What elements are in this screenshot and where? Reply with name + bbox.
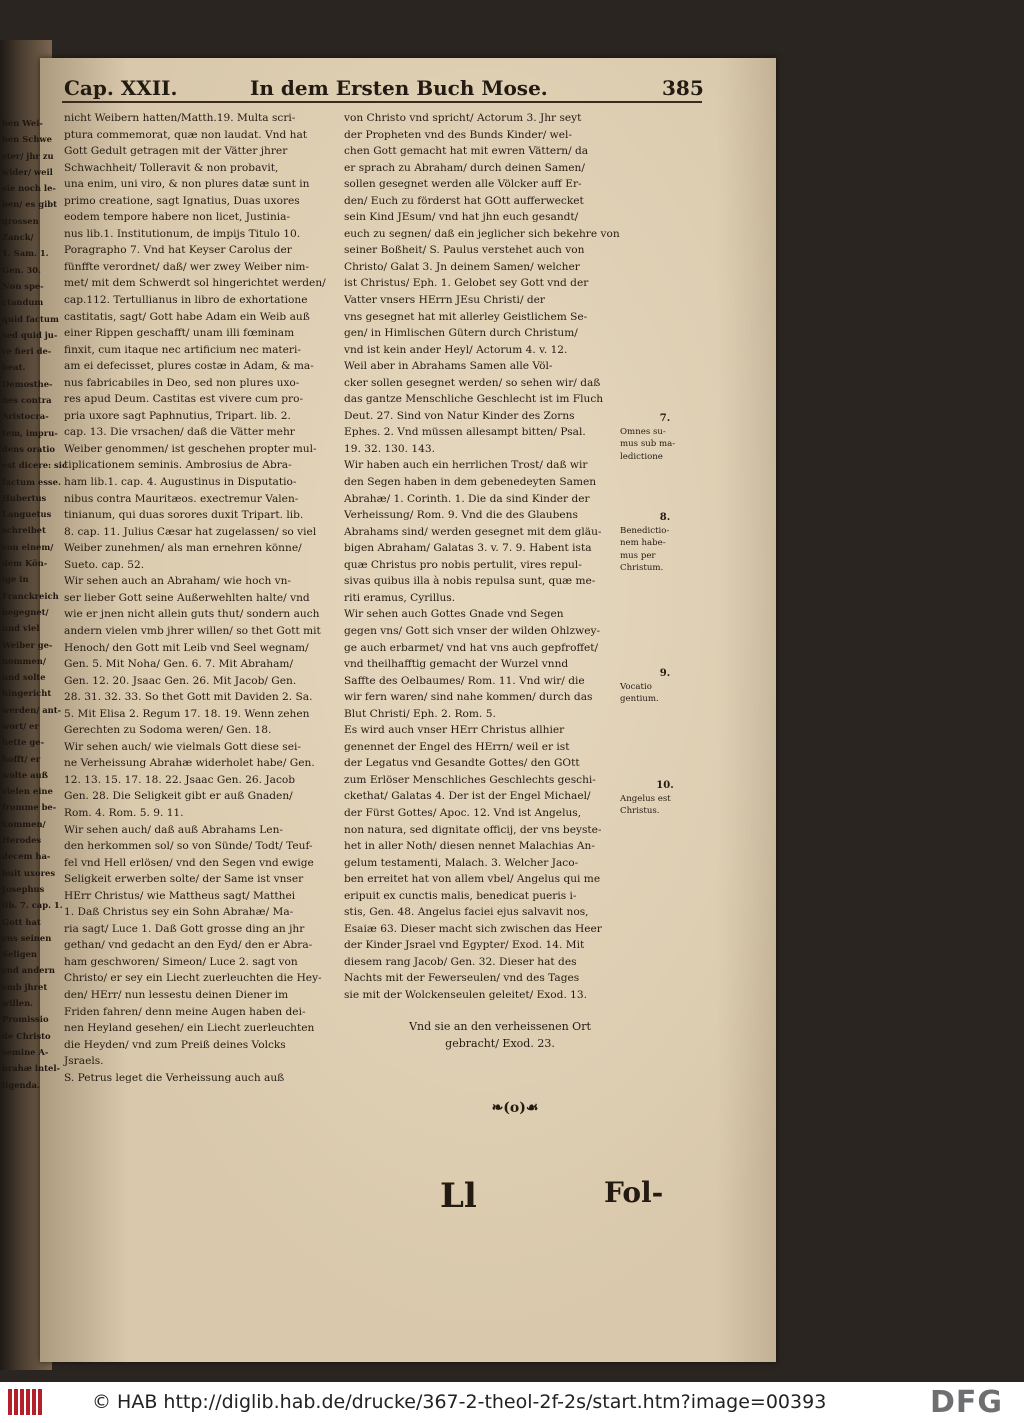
text-line: Seligen xyxy=(2,949,38,960)
text-line: ptura commemorat, quæ non laudat. Vnd hat xyxy=(64,128,308,141)
text-line: den herkommen sol/ so von Sünde/ Todt/ Teuf- xyxy=(64,840,313,853)
text-line: re fieri de- xyxy=(2,346,52,357)
text-line: Gen. 12. 20. Jsaac Gen. 26. Mit Jacob/ Gen. xyxy=(64,674,297,687)
text-line: Zanck/ xyxy=(2,232,34,243)
text-line: ria sagt/ Luce 1. Daß Gott grosse ding an jhr xyxy=(64,922,305,935)
text-line: quid factum xyxy=(2,313,59,324)
text-line: euch zu segnen/ daß ein jeglicher sich bekehre von xyxy=(344,227,620,240)
text-line: ben/ es gibt xyxy=(2,199,57,210)
text-line: Aristocra- xyxy=(2,411,49,422)
text-line: Gen. 28. Die Seligkeit gibt er auß Gnaden/ xyxy=(64,790,293,803)
text-line: Esaiæ 63. Dieser macht sich zwischen das Heer xyxy=(344,922,602,935)
text-line: ster/ jhr zu xyxy=(2,150,54,161)
viewer-footer xyxy=(0,1382,1024,1423)
text-line: Blut Christi/ Eph. 2. Rom. 5. xyxy=(344,707,496,720)
text-line: er sprach zu Abraham/ durch deinen Samen/ xyxy=(344,161,585,174)
text-line: eripuit ex cunctis malis, benedicat pueris i- xyxy=(344,889,577,902)
text-line: nicht Weibern hatten/Matth.19. Multa scri- xyxy=(64,112,296,124)
text-line: Languetus xyxy=(2,509,52,520)
text-line: Abrahæ/ 1. Corinth. 1. Die da sind Kinder der xyxy=(344,492,590,505)
text-line: ige in xyxy=(2,574,29,585)
text-line: Verheissung/ Rom. 9. Vnd die des Glaubens xyxy=(344,509,578,522)
text-line: tiplicationem seminis. Ambrosius de Abra- xyxy=(64,459,292,472)
text-line: andern vielen vmb jhrer willen/ so thet Gott mit xyxy=(64,624,321,637)
text-line: finxit, cum itaque nec artificium nec materi- xyxy=(64,343,301,356)
text-line: gethan/ vnd gedacht an den Eyd/ den er Abra- xyxy=(64,939,313,952)
text-line: Christo/ Galat 3. Jn deinem Samen/ welcher xyxy=(344,260,580,273)
text-line: buit uxores xyxy=(2,867,56,878)
text-line: Wir sehen auch/ daß auß Abrahams Len- xyxy=(64,823,283,836)
text-line: sein Kind JEsum/ vnd hat jhn euch gesandt/ xyxy=(344,211,579,224)
text-line: nibus contra Mauritæos. exectremur Valen- xyxy=(64,492,299,505)
text-line: der Legatus vnd Gesandte Gottes/ den GOtt xyxy=(344,757,580,770)
margin-note-number: 10. xyxy=(656,780,674,791)
text-line: und viel xyxy=(2,623,40,634)
chapter-heading: Cap. XXII. xyxy=(64,76,178,100)
text-line: ben Schwe xyxy=(2,134,52,145)
signature-mark: Ll xyxy=(440,1176,477,1216)
text-line: zum Erlöser Menschliches Geschlechts geschi- xyxy=(344,773,596,786)
text-line: die Heyden/ vnd zum Preiß deines Volcks xyxy=(64,1038,286,1051)
text-line: fel vnd Hell erlösen/ vnd den Segen vnd ewige xyxy=(64,856,314,869)
text-line: tem, impru- xyxy=(2,427,58,438)
text-line: Rom. 4. Rom. 5. 9. 11. xyxy=(64,806,184,819)
text-line: grossen xyxy=(2,215,39,226)
folio-number: 385 xyxy=(662,76,704,100)
text-line: vns gesegnet hat mit allerley Geistlichem Se- xyxy=(344,310,588,323)
text-line: und solte xyxy=(2,672,46,683)
text-line: Wir sehen auch an Abraham/ wie hoch vn- xyxy=(64,575,292,588)
text-line: gen/ in Himlischen Gütern durch Christum/ xyxy=(344,327,578,340)
text-line: 1. Sam. 1. xyxy=(2,248,49,259)
text-line: diesem rang Jacob/ Gen. 32. Dieser hat des xyxy=(344,955,577,968)
header-rule xyxy=(62,101,702,103)
text-line: Jsraels. xyxy=(64,1055,104,1068)
text-line: von Christo vnd spricht/ Actorum 3. Jhr seyt xyxy=(344,112,582,124)
text-line: factum esse. xyxy=(2,476,61,487)
text-line: met/ mit dem Schwerdt sol hingerichtet werden/ xyxy=(64,277,326,290)
margin-note-line: Omnes su- xyxy=(620,426,666,437)
margin-note-number: 9. xyxy=(659,668,671,679)
margin-note-number: 7. xyxy=(659,413,671,424)
text-line: cker sollen gesegnet werden/ so sehen wir/ daß xyxy=(344,376,601,389)
text-line: gegen vns/ Gott sich vnser der wilden Ohlzwey- xyxy=(344,624,601,637)
text-line: am ei defecisset, plures costæ in Adam, & ma- xyxy=(64,360,314,373)
margin-note-8 xyxy=(620,512,710,575)
text-line: brahæ intel- xyxy=(2,1063,60,1074)
text-line: wir fern waren/ sind nahe kommen/ durch das xyxy=(344,691,593,704)
text-line: kommen/ xyxy=(2,818,46,829)
margin-note-line: Christus. xyxy=(620,806,660,816)
text-line: hingericht xyxy=(2,688,52,699)
text-line: pria uxore sagt Paphnutius, Tripart. lib. 2. xyxy=(64,409,291,422)
margin-note-number: 8. xyxy=(659,512,671,523)
closing-line: gebracht/ Exod. 23. xyxy=(445,1037,555,1050)
text-line: beat. xyxy=(2,362,26,373)
text-line: der Kinder Jsrael vnd Egypter/ Exod. 14. Mit xyxy=(344,939,585,952)
text-line: 28. 31. 32. 33. So thet Gott mit Daviden 2. Sa. xyxy=(64,691,313,704)
text-line: chen Gott gemacht hat mit ewren Vättern/ da xyxy=(344,145,589,158)
text-line: ligenda. xyxy=(2,1079,40,1090)
text-line: vnd andern xyxy=(2,965,55,976)
text-line: vns seinen xyxy=(2,932,52,943)
text-line: tinianum, qui duas sorores duxit Tripart. lib. xyxy=(64,509,304,522)
margin-note-9 xyxy=(620,668,710,706)
text-line: Sueto. cap. 52. xyxy=(64,558,145,571)
text-line: nes contra xyxy=(2,395,52,406)
text-line: das gantze Menschliche Geschlecht ist im Fluch xyxy=(344,393,604,406)
text-line: riti eramus, Cyrillus. xyxy=(344,591,456,604)
text-line: den/ Euch zu förderst hat GOtt aufferwecket xyxy=(344,194,584,207)
text-line: der Fürst Gottes/ Apoc. 12. Vnd ist Angelus, xyxy=(344,806,582,819)
text-line: una enim, uni viro, & non plures datæ sunt in xyxy=(64,178,310,191)
text-line: eodem tempore habere non licet, Justinia- xyxy=(64,211,291,224)
text-line: der Propheten vnd des Bunds Kinder/ wel- xyxy=(344,128,572,141)
text-line: cap. 13. Die vrsachen/ daß die Vätter mehr xyxy=(64,426,295,439)
text-line: est dicere: sic xyxy=(2,460,68,471)
text-line: Seligkeit erwerben solte/ der Same ist vnser xyxy=(64,873,304,886)
text-line: Wir sehen auch/ wie vielmals Gott diese sei- xyxy=(64,740,301,753)
text-line: Herodes xyxy=(2,835,42,846)
text-line: vnd ist kein ander Heyl/ Actorum 4. v. 12. xyxy=(344,343,568,356)
text-line: S. Petrus leget die Verheissung auch auß xyxy=(64,1071,285,1084)
text-line: Gott hat xyxy=(2,916,41,927)
margin-note-7 xyxy=(620,413,710,463)
text-line: einer Rippen geschafft/ unam illi fœminam xyxy=(64,327,295,340)
text-line: res apud Deum. Castitas est vivere cum pro- xyxy=(64,393,304,406)
hab-logo-icon xyxy=(8,1389,46,1415)
text-line: Abrahams sind/ werden gesegnet mit dem gläu- xyxy=(344,525,602,538)
copyright-url-text[interactable]: © HAB http://diglib.hab.de/drucke/367-2-theol-2f-2s/start.htm?image=00393 xyxy=(92,1391,827,1413)
catchword: Fol- xyxy=(604,1176,664,1209)
text-line: vnd theilhafftig gemacht der Wurzel vnnd xyxy=(344,658,569,671)
text-line: sivas quibus illa à nobis repulsa sunt, quæ me- xyxy=(344,575,596,588)
text-line: Deut. 27. Sind von Natur Kinder des Zorns xyxy=(344,409,575,422)
text-line: wort/ er xyxy=(2,720,39,731)
text-line: gelum testamenti, Malach. 3. Welcher Jaco- xyxy=(344,856,579,869)
text-line: ben Wei- xyxy=(2,118,43,128)
text-line: Gott Gedult getragen mit der Vätter jhrer xyxy=(64,145,288,158)
text-line: wider/ weil xyxy=(2,166,53,177)
closing-lines xyxy=(385,1018,615,1052)
text-line: ge auch erbarmet/ vnd hat vns auch gepfroffet/ xyxy=(344,641,599,654)
text-line: Franckreich xyxy=(2,590,59,601)
text-line: Gen. 30. xyxy=(2,264,41,275)
left-margin-notes xyxy=(2,115,68,1090)
text-line: HErr Christus/ wie Mattheus sagt/ Matthei xyxy=(64,889,296,902)
text-line: Wir sehen auch Gottes Gnade vnd Segen xyxy=(344,608,564,621)
margin-note-line: ledictione xyxy=(620,451,663,462)
text-line: Demosthe- xyxy=(2,378,53,389)
text-line: ham lib.1. cap. 4. Augustinus in Disputatio- xyxy=(64,476,297,489)
text-line: Ephes. 2. Vnd müssen allesampt bitten/ Psal. xyxy=(344,426,586,439)
text-line: von einem/ xyxy=(2,541,54,552)
text-line: wie er jnen nicht allein guts thut/ sondern auch xyxy=(64,608,320,621)
text-line: Friden fahren/ denn meine Augen haben dei- xyxy=(64,1005,306,1018)
text-line: vielen eine xyxy=(2,786,53,797)
text-line: fromme be- xyxy=(2,802,57,813)
margin-note-line: gentium. xyxy=(620,694,659,704)
text-line: nus fabricabiles in Deo, sed non plures uxo- xyxy=(64,376,300,389)
text-line: Saffte des Oelbaumes/ Rom. 11. Vnd wir/ die xyxy=(344,674,585,687)
margin-note-line: nem habe- xyxy=(620,538,666,548)
text-line: 12. 13. 15. 17. 18. 22. Jsaac Gen. 26. Jacob xyxy=(64,773,296,786)
text-line: 5. Mit Elisa 2. Regum 17. 18. 19. Wenn zehen xyxy=(64,707,310,720)
text-line: Gen. 5. Mit Noha/ Gen. 6. 7. Mit Abraham/ xyxy=(64,658,294,671)
text-line: nen Heyland gesehen/ ein Liecht zuerleuchten xyxy=(64,1022,315,1035)
text-line: seiner Boßheit/ S. Paulus verstehet auch von xyxy=(344,244,585,257)
text-line: ist Christus/ Eph. 1. Gelobet sey Gott vnd der xyxy=(344,277,589,290)
text-line: Josephus xyxy=(2,883,45,894)
text-line: castitatis, sagt/ Gott habe Adam ein Weib auß xyxy=(64,310,310,323)
text-line: den/ HErr/ nun lessestu deinen Diener im xyxy=(64,988,289,1001)
text-line: ser lieber Gott seine Außerwehlten halte/ vnd xyxy=(64,591,310,604)
text-line: Weil aber in Abrahams Samen alle Völ- xyxy=(344,360,553,373)
text-line: Vatter vnsers HErrn JEsu Christi/ der xyxy=(344,294,546,307)
text-line: 1. Daß Christus sey ein Sohn Abrahæ/ Ma- xyxy=(64,906,294,919)
text-line: Gerechten zu Sodoma weren/ Gen. 18. xyxy=(64,724,272,737)
margin-note-line: Vocatio xyxy=(620,681,652,692)
text-line: ham geschworen/ Simeon/ Luce 2. sagt von xyxy=(64,955,298,968)
text-line: primo creatione, sagt Ignatius, Duas uxores xyxy=(64,194,300,207)
dfg-logo: DFG xyxy=(930,1385,1004,1420)
text-line: hette ge- xyxy=(2,737,45,748)
text-line: genennet der Engel des HErrn/ weil er ist xyxy=(344,740,570,753)
text-line: bigen Abraham/ Galatas 3. v. 7. 9. Habent ista xyxy=(344,542,592,555)
text-line: lib. 7. cap. 1. xyxy=(2,900,63,911)
text-line: sie noch le- xyxy=(2,183,56,194)
text-line: sollen gesegnet werden alle Völcker auff Er- xyxy=(344,178,582,191)
text-line: Weiber ge- xyxy=(2,639,53,650)
text-line: de Christo xyxy=(2,1030,51,1041)
text-line: dem Kön- xyxy=(2,558,48,569)
text-line: Henoch/ den Gott mit Leib vnd Seel wegnam/ xyxy=(64,641,309,654)
text-line: quæ Christus pro nobis pertulit, vires repul- xyxy=(344,558,582,571)
text-line: den Segen haben in dem gebenedeyten Samen xyxy=(344,476,597,489)
margin-note-line: Christum. xyxy=(620,563,664,573)
text-line: Es wird auch vnser HErr Christus allhier xyxy=(344,724,565,737)
closing-line: Vnd sie an den verheissenen Ort xyxy=(409,1020,591,1033)
text-line: 8. cap. 11. Julius Cæsar hat zugelassen/ so viel xyxy=(64,525,317,538)
text-line: ben erreitet hat von allem vbel/ Angelus qui me xyxy=(344,873,601,886)
running-title: In dem Ersten Buch Mose. xyxy=(250,76,548,100)
text-line: Wir haben auch ein herrlichen Trost/ daß wir xyxy=(344,459,588,472)
text-line: Hubertus xyxy=(2,492,47,503)
text-line: Schwachheit/ Tolleravit & non probavit, xyxy=(64,161,279,174)
text-line: vmb jhret xyxy=(2,981,48,992)
text-line: nus lib.1. Institutionum, de impijs Titulo 10. xyxy=(64,227,301,240)
left-text-column xyxy=(64,110,334,1110)
text-line: stis, Gen. 48. Angelus faciei ejus salvavit nos, xyxy=(344,906,589,919)
text-line: Promissio xyxy=(2,1014,49,1025)
text-line: ckethat/ Galatas 4. Der ist der Engel Michael/ xyxy=(344,790,591,803)
text-line: decem ha- xyxy=(2,851,51,862)
text-line: hofft/ er xyxy=(2,753,41,764)
text-line: het in aller Noth/ diesen nennet Malachias An- xyxy=(344,840,595,853)
text-line: Nachts mit der Fewerseulen/ vnd des Tages xyxy=(344,972,580,985)
text-line: Weiber zunehmen/ als man ernehren könne/ xyxy=(64,542,302,555)
margin-note-line: Benedictio- xyxy=(620,525,670,536)
text-line: ctandum xyxy=(2,297,44,308)
text-line: dens oratio xyxy=(2,443,55,454)
text-line: cap.112. Tertullianus in libro de exhortatione xyxy=(64,294,308,307)
margin-note-line: Angelus est xyxy=(620,793,671,804)
text-line: wolte auß xyxy=(2,769,48,780)
text-line: non natura, sed dignitate officij, der vns beyste- xyxy=(344,823,602,836)
text-line: 19. 32. 130. 143. xyxy=(344,442,435,455)
right-text-column xyxy=(344,110,620,1070)
text-line: sed quid ju- xyxy=(2,329,58,340)
margin-note-line: mus sub ma- xyxy=(620,439,676,449)
text-line: Non spe- xyxy=(2,280,44,291)
text-line: Weiber genommen/ ist geschehen propter mul- xyxy=(64,442,317,455)
text-line: sie mit der Wolckenseulen geleitet/ Exod. 13. xyxy=(344,988,588,1001)
text-line: ne Verheissung Abrahæ widerholet habe/ Gen. xyxy=(64,757,315,770)
margin-note-10 xyxy=(620,780,710,818)
text-line: nommen/ xyxy=(2,655,46,666)
text-line: werden/ ant- xyxy=(2,704,62,715)
text-line: begegnet/ xyxy=(2,606,49,617)
text-line: willen. xyxy=(2,998,34,1009)
margin-note-line: mus per xyxy=(620,550,656,561)
printer-ornament: ❧(o)☙ xyxy=(491,1100,539,1116)
text-line: schreibet xyxy=(2,525,46,536)
text-line: Christo/ er sey ein Liecht zuerleuchten die Hey- xyxy=(64,972,322,985)
text-line: semine A- xyxy=(2,1046,49,1057)
text-line: Poragrapho 7. Vnd hat Keyser Carolus der xyxy=(64,244,292,257)
text-line: fünffte verordnet/ daß/ wer zwey Weiber nim- xyxy=(64,260,309,273)
